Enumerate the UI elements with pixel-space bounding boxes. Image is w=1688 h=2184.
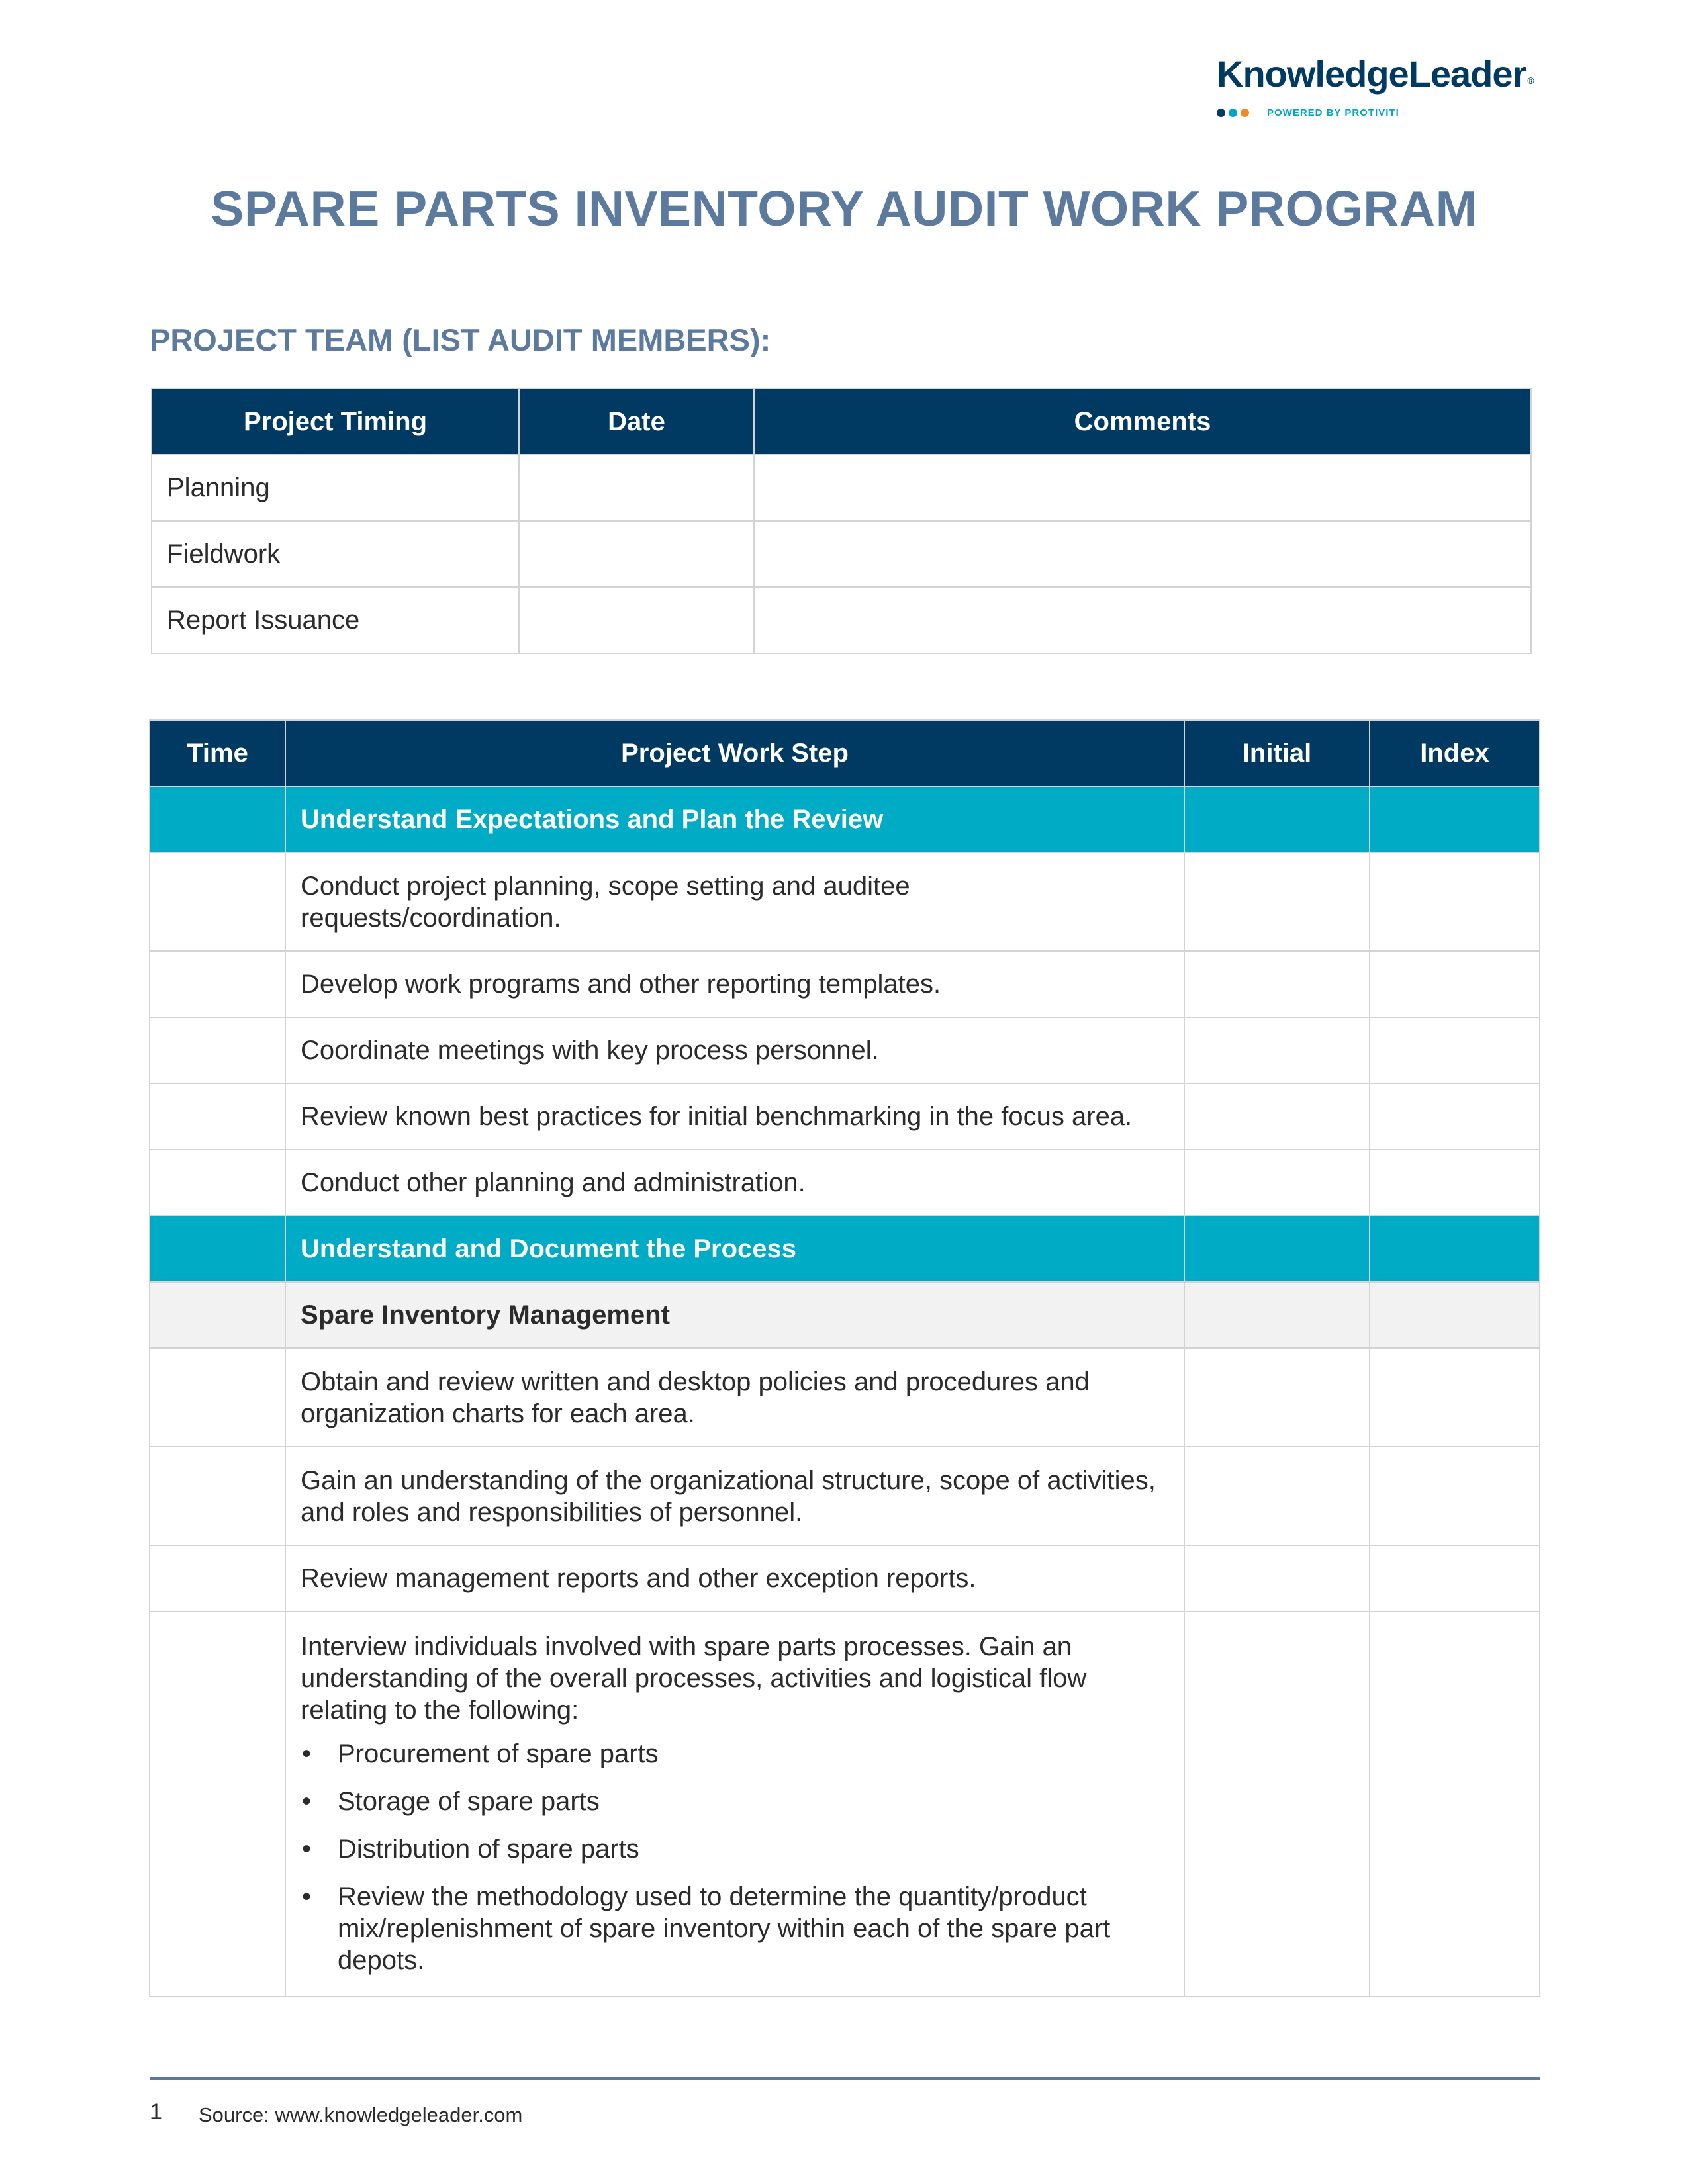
work-step: Review management reports and other exception reports. [285,1545,1184,1612]
table-header-row [150,720,1540,786]
source-line: Source: www.knowledgeleader.com [199,2103,523,2126]
initial-cell[interactable] [1184,1545,1370,1612]
comments-cell[interactable] [754,587,1531,653]
time-cell[interactable] [150,1017,285,1083]
index-cell[interactable] [1370,1017,1540,1083]
time-cell[interactable] [150,1545,285,1612]
bullet-icon: • [302,1739,312,1768]
logo-dot-navy [1217,109,1225,117]
index-cell[interactable] [1370,1348,1540,1447]
section-title: Understand and Document the Process [285,1216,1184,1282]
bullet-icon: • [302,1882,312,1911]
table-row [150,951,1540,1017]
comments-cell[interactable] [754,455,1531,521]
header-initial: Initial [1184,720,1370,786]
time-cell[interactable] [150,1612,285,1997]
document-title: SPARE PARTS INVENTORY AUDIT WORK PROGRAM [211,181,1477,236]
index-cell[interactable] [1370,1612,1540,1997]
table-row [152,587,1531,653]
header-project-work-step: Project Work Step [285,720,1184,786]
work-step: Review known best practices for initial benchmarking in the focus area. [285,1083,1184,1150]
bullet-icon: • [302,1835,312,1864]
timing-label: Planning [152,455,519,521]
table-row [150,1447,1540,1545]
initial-cell[interactable] [1184,1150,1370,1216]
index-cell[interactable] [1370,951,1540,1017]
initial-cell[interactable] [1184,852,1370,951]
time-cell[interactable] [150,1348,285,1447]
date-cell[interactable] [519,455,754,521]
work-program-table [149,719,1540,1997]
index-cell[interactable] [1370,852,1540,951]
table-row [152,455,1531,521]
comments-cell[interactable] [754,521,1531,587]
table-row [150,852,1540,951]
list-item: • Distribution of spare parts [302,1835,639,1864]
section-title: Understand Expectations and Plan the Review [285,786,1184,852]
section-row [150,786,1540,852]
table-row [152,521,1531,587]
subsection-row [150,1282,1540,1348]
subsection-title: Spare Inventory Management [285,1282,1184,1348]
index-cell[interactable] [1370,1150,1540,1216]
footer-divider [150,2077,1540,2080]
project-team-heading: PROJECT TEAM (LIST AUDIT MEMBERS): [150,322,771,357]
logo-dot-teal [1229,109,1237,117]
logo-wordmark: KnowledgeLeader ® [1217,53,1534,95]
project-timing-table [151,388,1532,654]
list-item: • Storage of spare parts [302,1787,600,1816]
header-project-timing: Project Timing [152,388,519,455]
index-cell[interactable] [1370,1447,1540,1545]
table-row [150,1083,1540,1150]
work-step: Gain an understanding of the organizational structure, scope of activities, and roles and responsibilities of personnel. [285,1447,1184,1545]
time-cell[interactable] [150,951,285,1017]
timing-label: Fieldwork [152,521,519,587]
initial-cell[interactable] [1184,1083,1370,1150]
bullet-icon: • [302,1787,312,1816]
header-time: Time [150,720,285,786]
time-cell[interactable] [150,1150,285,1216]
initial-cell[interactable] [1184,1447,1370,1545]
header-index: Index [1370,720,1540,786]
date-cell[interactable] [519,521,754,587]
initial-cell[interactable] [1184,951,1370,1017]
index-cell[interactable] [1370,1083,1540,1150]
table-row [150,1545,1540,1612]
table-row [150,1348,1540,1447]
table-row [150,1150,1540,1216]
initial-cell[interactable] [1184,1348,1370,1447]
section-row [150,1216,1540,1282]
index-cell[interactable] [1370,1545,1540,1612]
logo-tagline-row [1217,105,1399,120]
initial-cell[interactable] [1184,1017,1370,1083]
time-cell[interactable] [150,852,285,951]
work-step: Obtain and review written and desktop policies and procedures and organization charts for each area. [285,1348,1184,1447]
header-comments: Comments [754,388,1531,455]
work-step: Conduct other planning and administration. [285,1150,1184,1216]
interview-step-text: Interview individuals involved with spare parts processes. Gain an understanding of the overall processes, activities and logistical flow relating to the following: [301,1632,1087,1725]
page-number: 1 [150,2099,162,2124]
list-item: • Review the methodology used to determine the quantity/product mix/replenishment of spare inventory within each of the spare part depots. [302,1882,1111,1975]
work-step: Develop work programs and other reporting templates. [285,951,1184,1017]
table-header-row [152,388,1531,455]
work-step [285,1612,1184,1997]
date-cell[interactable] [519,587,754,653]
bullet-list [301,1738,1169,1976]
header-date: Date [519,388,754,455]
knowledgeleader-logo [1217,54,1534,127]
table-row [150,1017,1540,1083]
logo-tagline: POWERED BY PROTIVITI [1267,107,1399,118]
initial-cell[interactable] [1184,1612,1370,1997]
time-cell[interactable] [150,1447,285,1545]
timing-label: Report Issuance [152,587,519,653]
work-step: Coordinate meetings with key process personnel. [285,1017,1184,1083]
logo-dot-orange [1241,109,1249,117]
list-item: • Procurement of spare parts [302,1739,659,1768]
time-cell[interactable] [150,1083,285,1150]
work-step: Conduct project planning, scope setting and auditee requests/coordination. [285,852,1184,951]
table-row [150,1612,1540,1997]
